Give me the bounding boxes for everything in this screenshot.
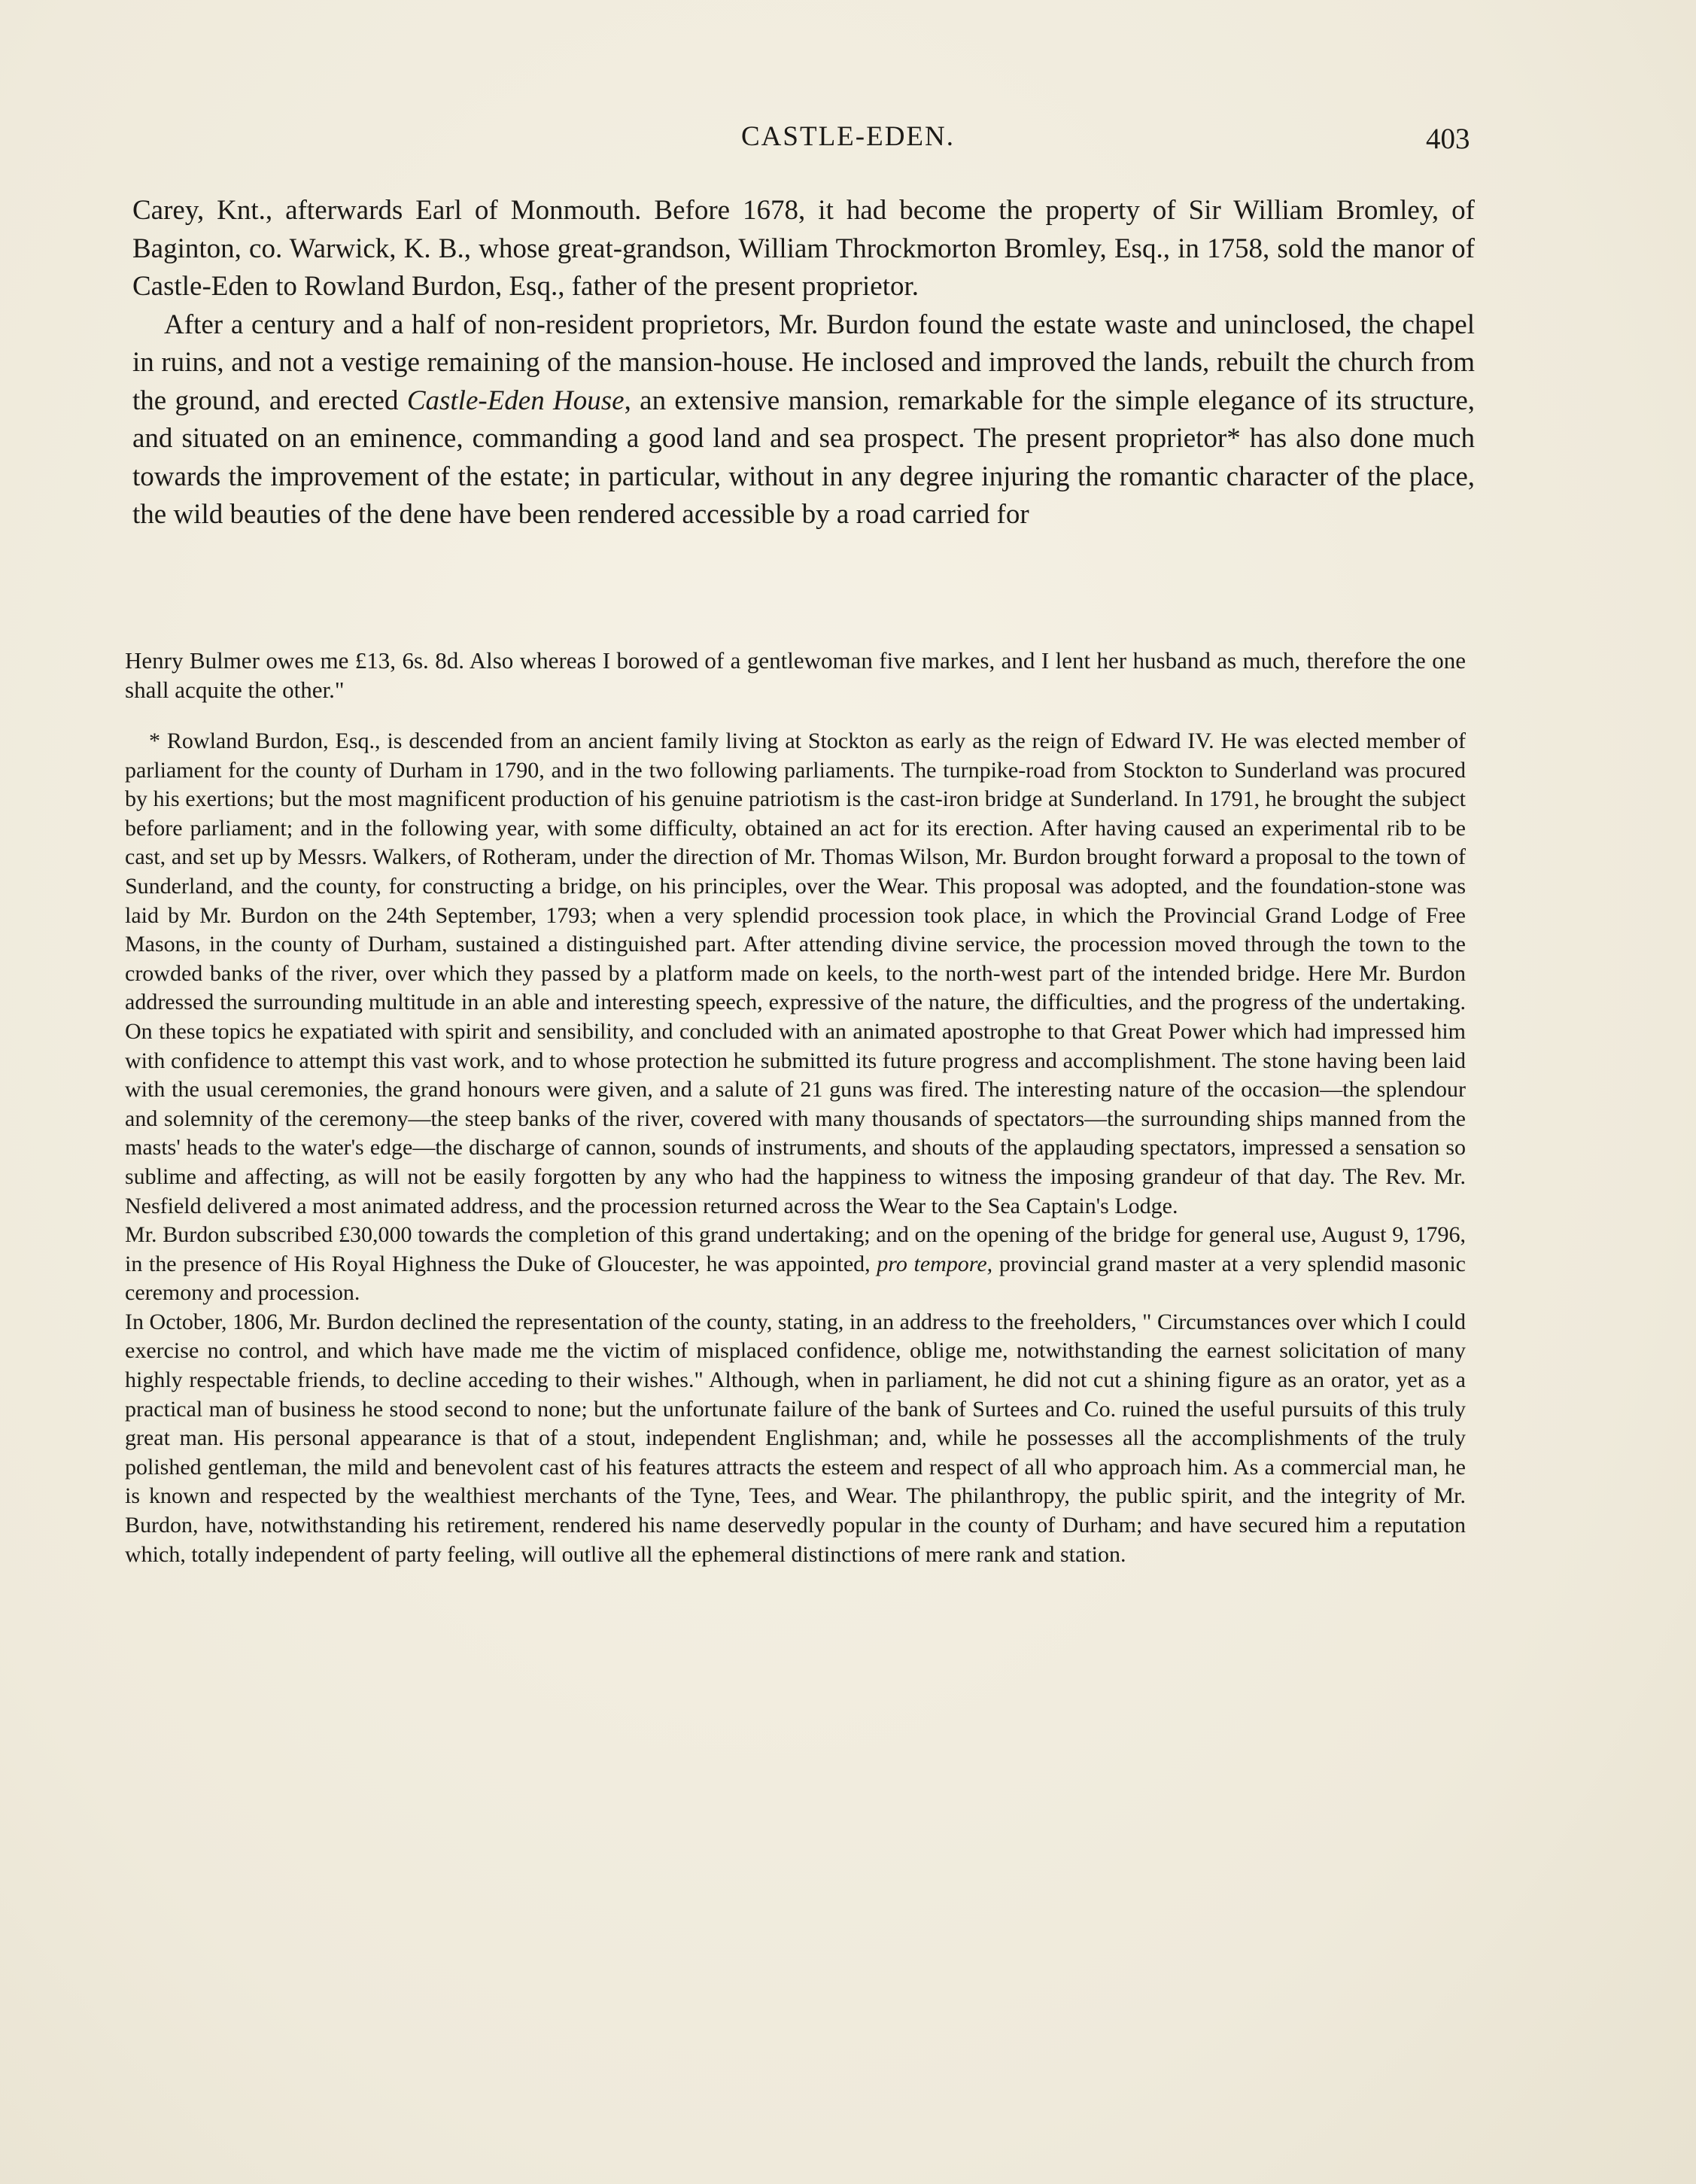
footnote-burdon bbox=[125, 727, 1466, 1569]
footnote-continuation: Henry Bulmer owes me £13, 6s. 8d. Also whereas I borowed of a gentlewoman five markes, and I lent her husband as much, therefore the one shall acquite the other." bbox=[125, 647, 1466, 703]
main-paragraph-2-text-b: , an extensive mansion, remarkable for the simple elegance of its structure, and situated on an eminence, commanding a good land and sea prospect. The present proprietor* has also done much towards the improvement of the estate; in particular, without in any degree injuring the romantic character of the place, the wild beauties of the dene have been rendered accessible by a road carried for bbox=[132, 385, 1475, 530]
footnotes bbox=[125, 646, 1466, 1569]
footnote-paragraph-2-text-a: Mr. Burdon subscribed £30,000 towards the completion of this grand undertaking; and on the opening of the bridge for general use, August 9, 1796, in the presence of His Royal Highness the Duke of Gloucester, he was appointed, bbox=[125, 1222, 1466, 1276]
castle-eden-house-italic: Castle-Eden House bbox=[406, 385, 625, 416]
main-text bbox=[132, 192, 1475, 534]
footnote-paragraph-2 bbox=[125, 1221, 1466, 1308]
running-title: CASTLE-EDEN. bbox=[741, 121, 955, 152]
footnote-paragraph-2-text-b: provincial grand master at a very splendid masonic ceremony and procession. bbox=[125, 1251, 1466, 1306]
footnote-paragraph-1: * Rowland Burdon, Esq., is descended from an ancient family living at Stockton as early as the reign of Edward IV. He was elected member of parliament for the county of Durham in 1790, and in the two following parliaments. The turnpike-road from Stockton to Sunderland was procured by his exertions; but the most magnificent production of his genuine patriotism is the cast-iron bridge at Sunderland. In 1791, he brought the subject before parliament; and in the following year, with some difficulty, obtained an act for its erection. After having caused an experimental rib to be cast, and set up by Messrs. Walkers, of Rotheram, under the direction of Mr. Thomas Wilson, Mr. Burdon brought forward a proposal to the town of Sunderland, and the county, for constructing a bridge, on his principles, over the Wear. This proposal was adopted, and the foundation-stone was laid by Mr. Burdon on the 24th September, 1793; when a very splendid procession took place, in which the Provincial Grand Lodge of Free Masons, in the county of Durham, sustained a distinguished part. After attending divine service, the procession moved through the town to the crowded banks of the river, over which they passed by a platform made on keels, to the north-west part of the intended bridge. Here Mr. Burdon addressed the surrounding multitude in an able and interesting speech, expressive of the nature, the difficulties, and the progress of the undertaking. On these topics he expatiated with spirit and sensibility, and concluded with an animated apostrophe to that Great Power which had impressed him with confidence to attempt this vast work, and to whose protection he submitted its future progress and accomplishment. The stone having been laid with the usual ceremonies, the grand honours were given, and a salute of 21 guns was fired. The interesting nature of the occasion—the splendour and solemnity of the ceremony—the steep banks of the river, covered with many thousands of spectators—the surrounding ships manned from the masts' heads to the water's edge—the discharge of cannon, sounds of instruments, and shouts of the applauding spectators, impressed a sensation so sublime and affecting, as will not be easily forgotten by any who had the happiness to witness the imposing grandeur of that day. The Rev. Mr. Nesfield delivered a most animated address, and the procession returned across the Wear to the Sea Captain's Lodge. bbox=[125, 729, 1466, 1218]
page-number: 403 bbox=[1426, 123, 1470, 155]
main-paragraph-1: Carey, Knt., afterwards Earl of Monmouth. Before 1678, it had become the property of Sir William Bromley, of Baginton, co. Warwick, K. B., whose great-grandson, William Throckmorton Bromley, Esq., in 1758, sold the manor of Castle-Eden to Rowland Burdon, Esq., father of the present proprietor. bbox=[132, 195, 1475, 302]
pro-tempore-italic: pro tempore, bbox=[877, 1251, 993, 1276]
running-header bbox=[0, 120, 1696, 166]
footnote-paragraph-3: In October, 1806, Mr. Burdon declined the representation of the county, stating, in an address to the freeholders, " Circumstances over which I could exercise no control, and which have made me the victim of misplaced confidence, oblige me, notwithstanding the earnest solicitation of many highly respectable friends, to decline acceding to their wishes." Although, when in parliament, he did not cut a shining figure as an orator, yet as a practical man of business he stood second to none; but the unfortunate failure of the bank of Surtees and Co. ruined the useful pursuits of this truly great man. His personal appearance is that of a stout, independent Englishman; and, while he possesses all the accomplishments of the truly polished gentleman, the mild and benevolent cast of his features attracts the esteem and respect of all who approach him. As a commercial man, he is known and respected by the wealthiest merchants of the Tyne, Tees, and Wear. The philanthropy, the public spirit, and the integrity of Mr. Burdon, have, notwithstanding his retirement, rendered his name deservedly popular in the county of Durham; and have secured him a reputation which, totally independent of party feeling, will outlive all the ephemeral distinctions of mere rank and station. bbox=[125, 1309, 1466, 1567]
main-paragraph-2 bbox=[132, 306, 1475, 534]
main-paragraph-2-text-a: After a century and a half of non-resident proprietors, Mr. Burdon found the estate waste and uninclosed, the chapel in ruins, and not a vestige remaining of the mansion-house. He inclosed and improved the lands, rebuilt the church from the ground, and erected bbox=[132, 309, 1475, 416]
